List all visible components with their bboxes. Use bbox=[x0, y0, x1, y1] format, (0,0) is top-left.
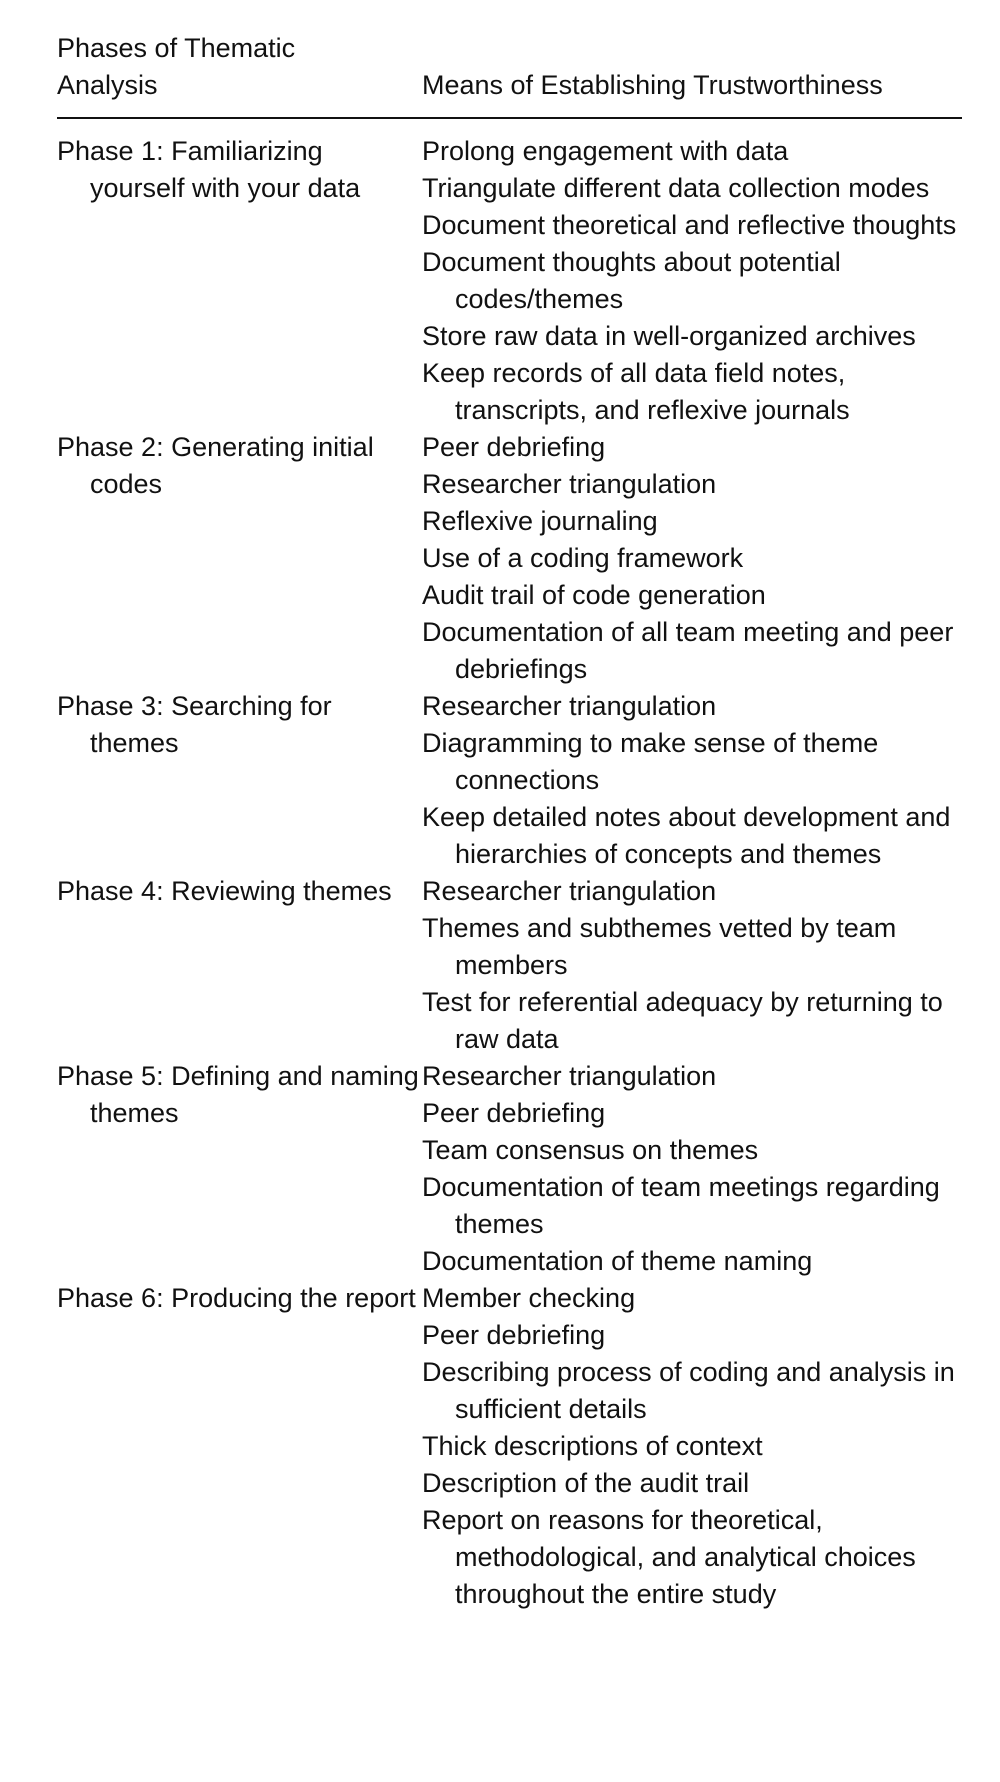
means-item: Team consensus on themes bbox=[422, 1135, 759, 1165]
means-item: Researcher triangulation bbox=[422, 691, 717, 721]
means-item: Documentation of all team meeting and peer debriefings bbox=[422, 617, 954, 684]
table-row bbox=[57, 429, 962, 688]
means-item: Audit trail of code generation bbox=[422, 580, 766, 610]
phase-name: Phase 6: Producing the report bbox=[57, 1283, 416, 1313]
means-item: Document thoughts about potential codes/themes bbox=[422, 247, 841, 314]
table-row bbox=[57, 873, 962, 1058]
means-item: Peer debriefing bbox=[422, 432, 606, 462]
means-item: Document theoretical and reflective thoughts bbox=[422, 210, 957, 240]
table-row bbox=[57, 1280, 962, 1613]
phase-name: Phase 4: Reviewing themes bbox=[57, 876, 392, 906]
means-item: Themes and subthemes vetted by team members bbox=[422, 913, 897, 980]
phase-name: Phase 1: Familiarizing yourself with your data bbox=[57, 136, 361, 203]
means-list bbox=[422, 1058, 962, 1280]
phase-name: Phase 2: Generating initial codes bbox=[57, 432, 374, 499]
phase-name: Phase 5: Defining and naming themes bbox=[57, 1061, 419, 1128]
means-item: Peer debriefing bbox=[422, 1098, 606, 1128]
table-body bbox=[57, 133, 962, 1613]
column-header-phases: Phases of Thematic Analysis bbox=[57, 33, 296, 100]
means-item: Researcher triangulation bbox=[422, 1061, 717, 1091]
column-header-means: Means of Establishing Trustworthiness bbox=[422, 70, 883, 100]
means-item: Diagramming to make sense of theme connections bbox=[422, 728, 879, 795]
means-list bbox=[422, 688, 962, 873]
means-item: Describing process of coding and analysis in sufficient details bbox=[422, 1357, 955, 1424]
means-item: Description of the audit trail bbox=[422, 1468, 750, 1498]
means-item: Researcher triangulation bbox=[422, 876, 717, 906]
means-list bbox=[422, 1280, 962, 1613]
means-item: Researcher triangulation bbox=[422, 469, 717, 499]
table-row bbox=[57, 688, 962, 873]
means-item: Peer debriefing bbox=[422, 1320, 606, 1350]
means-item: Report on reasons for theoretical, methodological, and analytical choices throughout the entire study bbox=[422, 1505, 916, 1609]
means-item: Thick descriptions of context bbox=[422, 1431, 763, 1461]
means-item: Member checking bbox=[422, 1283, 636, 1313]
means-item: Prolong engagement with data bbox=[422, 136, 789, 166]
table-row bbox=[57, 1058, 962, 1280]
means-item: Keep records of all data field notes, transcripts, and reflexive journals bbox=[422, 358, 850, 425]
phase-name: Phase 3: Searching for themes bbox=[57, 691, 332, 758]
means-item: Keep detailed notes about development and hierarchies of concepts and themes bbox=[422, 802, 951, 869]
means-item: Store raw data in well-organized archives bbox=[422, 321, 916, 351]
means-item: Triangulate different data collection modes bbox=[422, 173, 930, 203]
means-list bbox=[422, 133, 962, 429]
means-list bbox=[422, 429, 962, 688]
means-item: Documentation of team meetings regarding themes bbox=[422, 1172, 940, 1239]
means-item: Reflexive journaling bbox=[422, 506, 658, 536]
means-list bbox=[422, 873, 962, 1058]
header-rule bbox=[57, 117, 962, 119]
means-item: Use of a coding framework bbox=[422, 543, 744, 573]
table-row bbox=[57, 133, 962, 429]
means-item: Documentation of theme naming bbox=[422, 1246, 813, 1276]
means-item: Test for referential adequacy by returning to raw data bbox=[422, 987, 943, 1054]
table-header bbox=[57, 30, 962, 122]
